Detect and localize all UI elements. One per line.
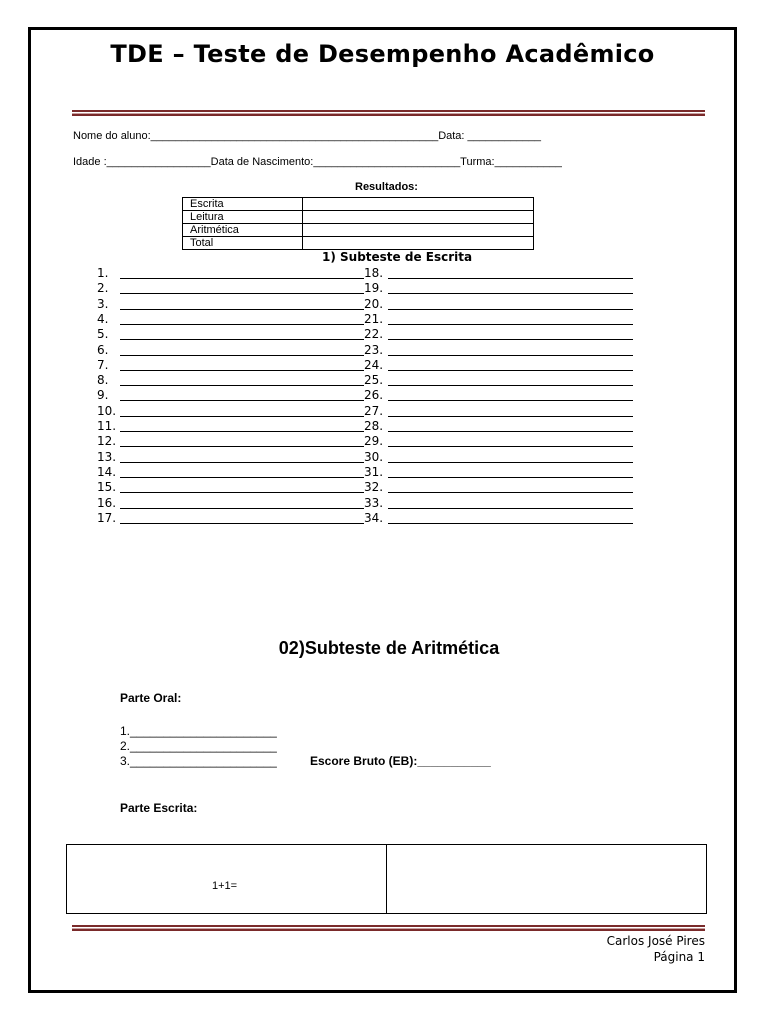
result-label-leitura: Leitura	[183, 211, 303, 224]
answer-line-right	[388, 385, 633, 386]
list-item	[97, 327, 637, 342]
answer-line-left	[120, 278, 364, 279]
exercise-expression: 1+1=	[212, 880, 238, 892]
answer-line-left	[120, 355, 364, 356]
item-number-left: 1.	[97, 266, 109, 280]
answer-line-left	[120, 370, 364, 371]
oral-answer-line-3: 3.______________________	[120, 754, 277, 768]
answer-line-left	[120, 293, 364, 294]
footer-author: Carlos José Pires	[606, 934, 705, 948]
result-label-total: Total	[183, 237, 303, 250]
table-row	[183, 211, 534, 224]
item-number-left: 14.	[97, 464, 117, 479]
item-number-left: 7.	[97, 357, 109, 372]
answer-line-right	[388, 462, 633, 463]
age-birth-class-line: Idade :_________________Data de Nascimento:________________________Turma:___________	[73, 156, 562, 168]
answer-line-right	[388, 431, 633, 432]
answer-line-left	[120, 462, 364, 463]
oral-part-label: Parte Oral:	[120, 691, 182, 705]
answer-line-left	[120, 431, 364, 432]
list-item	[97, 480, 637, 495]
item-number-left: 10.	[97, 403, 117, 418]
answer-line-right	[388, 508, 633, 509]
header-rule	[72, 110, 705, 116]
item-number-right: 25.	[364, 373, 384, 388]
item-number-left: 4.	[97, 311, 109, 326]
footer-page-number: Página 1	[653, 950, 705, 964]
answer-line-left	[120, 477, 364, 478]
answer-line-right	[388, 446, 633, 447]
result-label-aritmetica: Aritmética	[183, 224, 303, 237]
list-item	[97, 343, 637, 358]
answer-line-right	[388, 523, 633, 524]
item-number-left: 2.	[97, 281, 109, 296]
item-number-left: 8.	[97, 373, 109, 388]
result-value-cell	[303, 198, 534, 211]
list-item	[97, 373, 637, 388]
answer-line-right	[388, 278, 633, 279]
list-item	[97, 312, 637, 327]
result-value-cell	[303, 237, 534, 250]
item-number-right: 19.	[364, 281, 384, 296]
item-number-right: 33.	[364, 495, 384, 510]
student-name-date-line: Nome do aluno:_______________________________________________Data: ____________	[73, 130, 541, 142]
item-number-right: 22.	[364, 327, 384, 342]
item-number-right: 34.	[364, 510, 384, 525]
list-item	[97, 281, 637, 296]
result-value-cell	[303, 224, 534, 237]
answer-line-right	[388, 492, 633, 493]
item-number-right: 20.	[364, 296, 384, 311]
results-table	[182, 197, 534, 250]
answer-line-right	[388, 355, 633, 356]
result-label-escrita: Escrita	[183, 198, 303, 211]
answer-line-left	[120, 339, 364, 340]
list-item	[97, 388, 637, 403]
item-number-left: 5.	[97, 327, 109, 342]
item-number-left: 16.	[97, 495, 117, 510]
answer-line-left	[120, 508, 364, 509]
answer-line-right	[388, 324, 633, 325]
list-item	[97, 434, 637, 449]
oral-answer-line-2: 2.______________________	[120, 739, 277, 753]
written-part-label: Parte Escrita:	[120, 801, 198, 815]
item-number-left: 6.	[97, 342, 109, 357]
answer-line-right	[388, 293, 633, 294]
answer-line-left	[120, 309, 364, 310]
item-number-right: 24.	[364, 357, 384, 372]
item-number-right: 26.	[364, 388, 384, 403]
written-exercise-box	[66, 844, 707, 914]
oral-answer-line-1: 1.______________________	[120, 724, 277, 738]
table-row	[183, 198, 534, 211]
list-item	[97, 450, 637, 465]
answer-line-left	[120, 385, 364, 386]
table-row	[183, 237, 534, 250]
answer-line-right	[388, 477, 633, 478]
list-item	[97, 465, 637, 480]
result-value-cell	[303, 211, 534, 224]
list-item	[97, 297, 637, 312]
list-item	[97, 419, 637, 434]
item-number-left: 17.	[97, 510, 117, 525]
list-item	[97, 404, 637, 419]
footer-rule	[72, 925, 705, 931]
table-row	[183, 224, 534, 237]
item-number-left: 9.	[97, 388, 109, 403]
answer-line-right	[388, 400, 633, 401]
item-number-right: 27.	[364, 403, 384, 418]
list-item	[97, 358, 637, 373]
item-number-right: 18.	[364, 266, 384, 280]
item-number-right: 21.	[364, 311, 384, 326]
document-title: TDE – Teste de Desempenho Acadêmico	[110, 40, 655, 68]
item-number-left: 3.	[97, 296, 109, 311]
subtest-writing-title: 1) Subteste de Escrita	[322, 250, 473, 264]
answer-line-right	[388, 339, 633, 340]
box-divider	[386, 845, 387, 913]
item-number-left: 15.	[97, 480, 117, 495]
answer-line-left	[120, 416, 364, 417]
item-number-left: 11.	[97, 419, 117, 433]
item-number-right: 31.	[364, 464, 384, 479]
raw-score-label: Escore Bruto (EB):___________	[310, 754, 491, 768]
answer-line-left	[120, 400, 364, 401]
item-number-right: 28.	[364, 419, 384, 433]
subtest-arithmetic-title: 02)Subteste de Aritmética	[278, 638, 500, 658]
item-number-right: 23.	[364, 342, 384, 357]
answer-line-right	[388, 416, 633, 417]
item-number-right: 30.	[364, 449, 384, 464]
item-number-left: 13.	[97, 449, 117, 464]
answer-line-right	[388, 370, 633, 371]
results-title: Resultados:	[355, 181, 418, 193]
list-item	[97, 496, 637, 511]
item-number-right: 29.	[364, 434, 384, 449]
answer-line-left	[120, 492, 364, 493]
list-item	[97, 511, 637, 526]
answer-line-left	[120, 324, 364, 325]
answer-line-right	[388, 309, 633, 310]
answer-line-left	[120, 523, 364, 524]
item-number-left: 12.	[97, 434, 117, 449]
list-item	[97, 266, 637, 281]
item-number-right: 32.	[364, 480, 384, 495]
answer-line-left	[120, 446, 364, 447]
